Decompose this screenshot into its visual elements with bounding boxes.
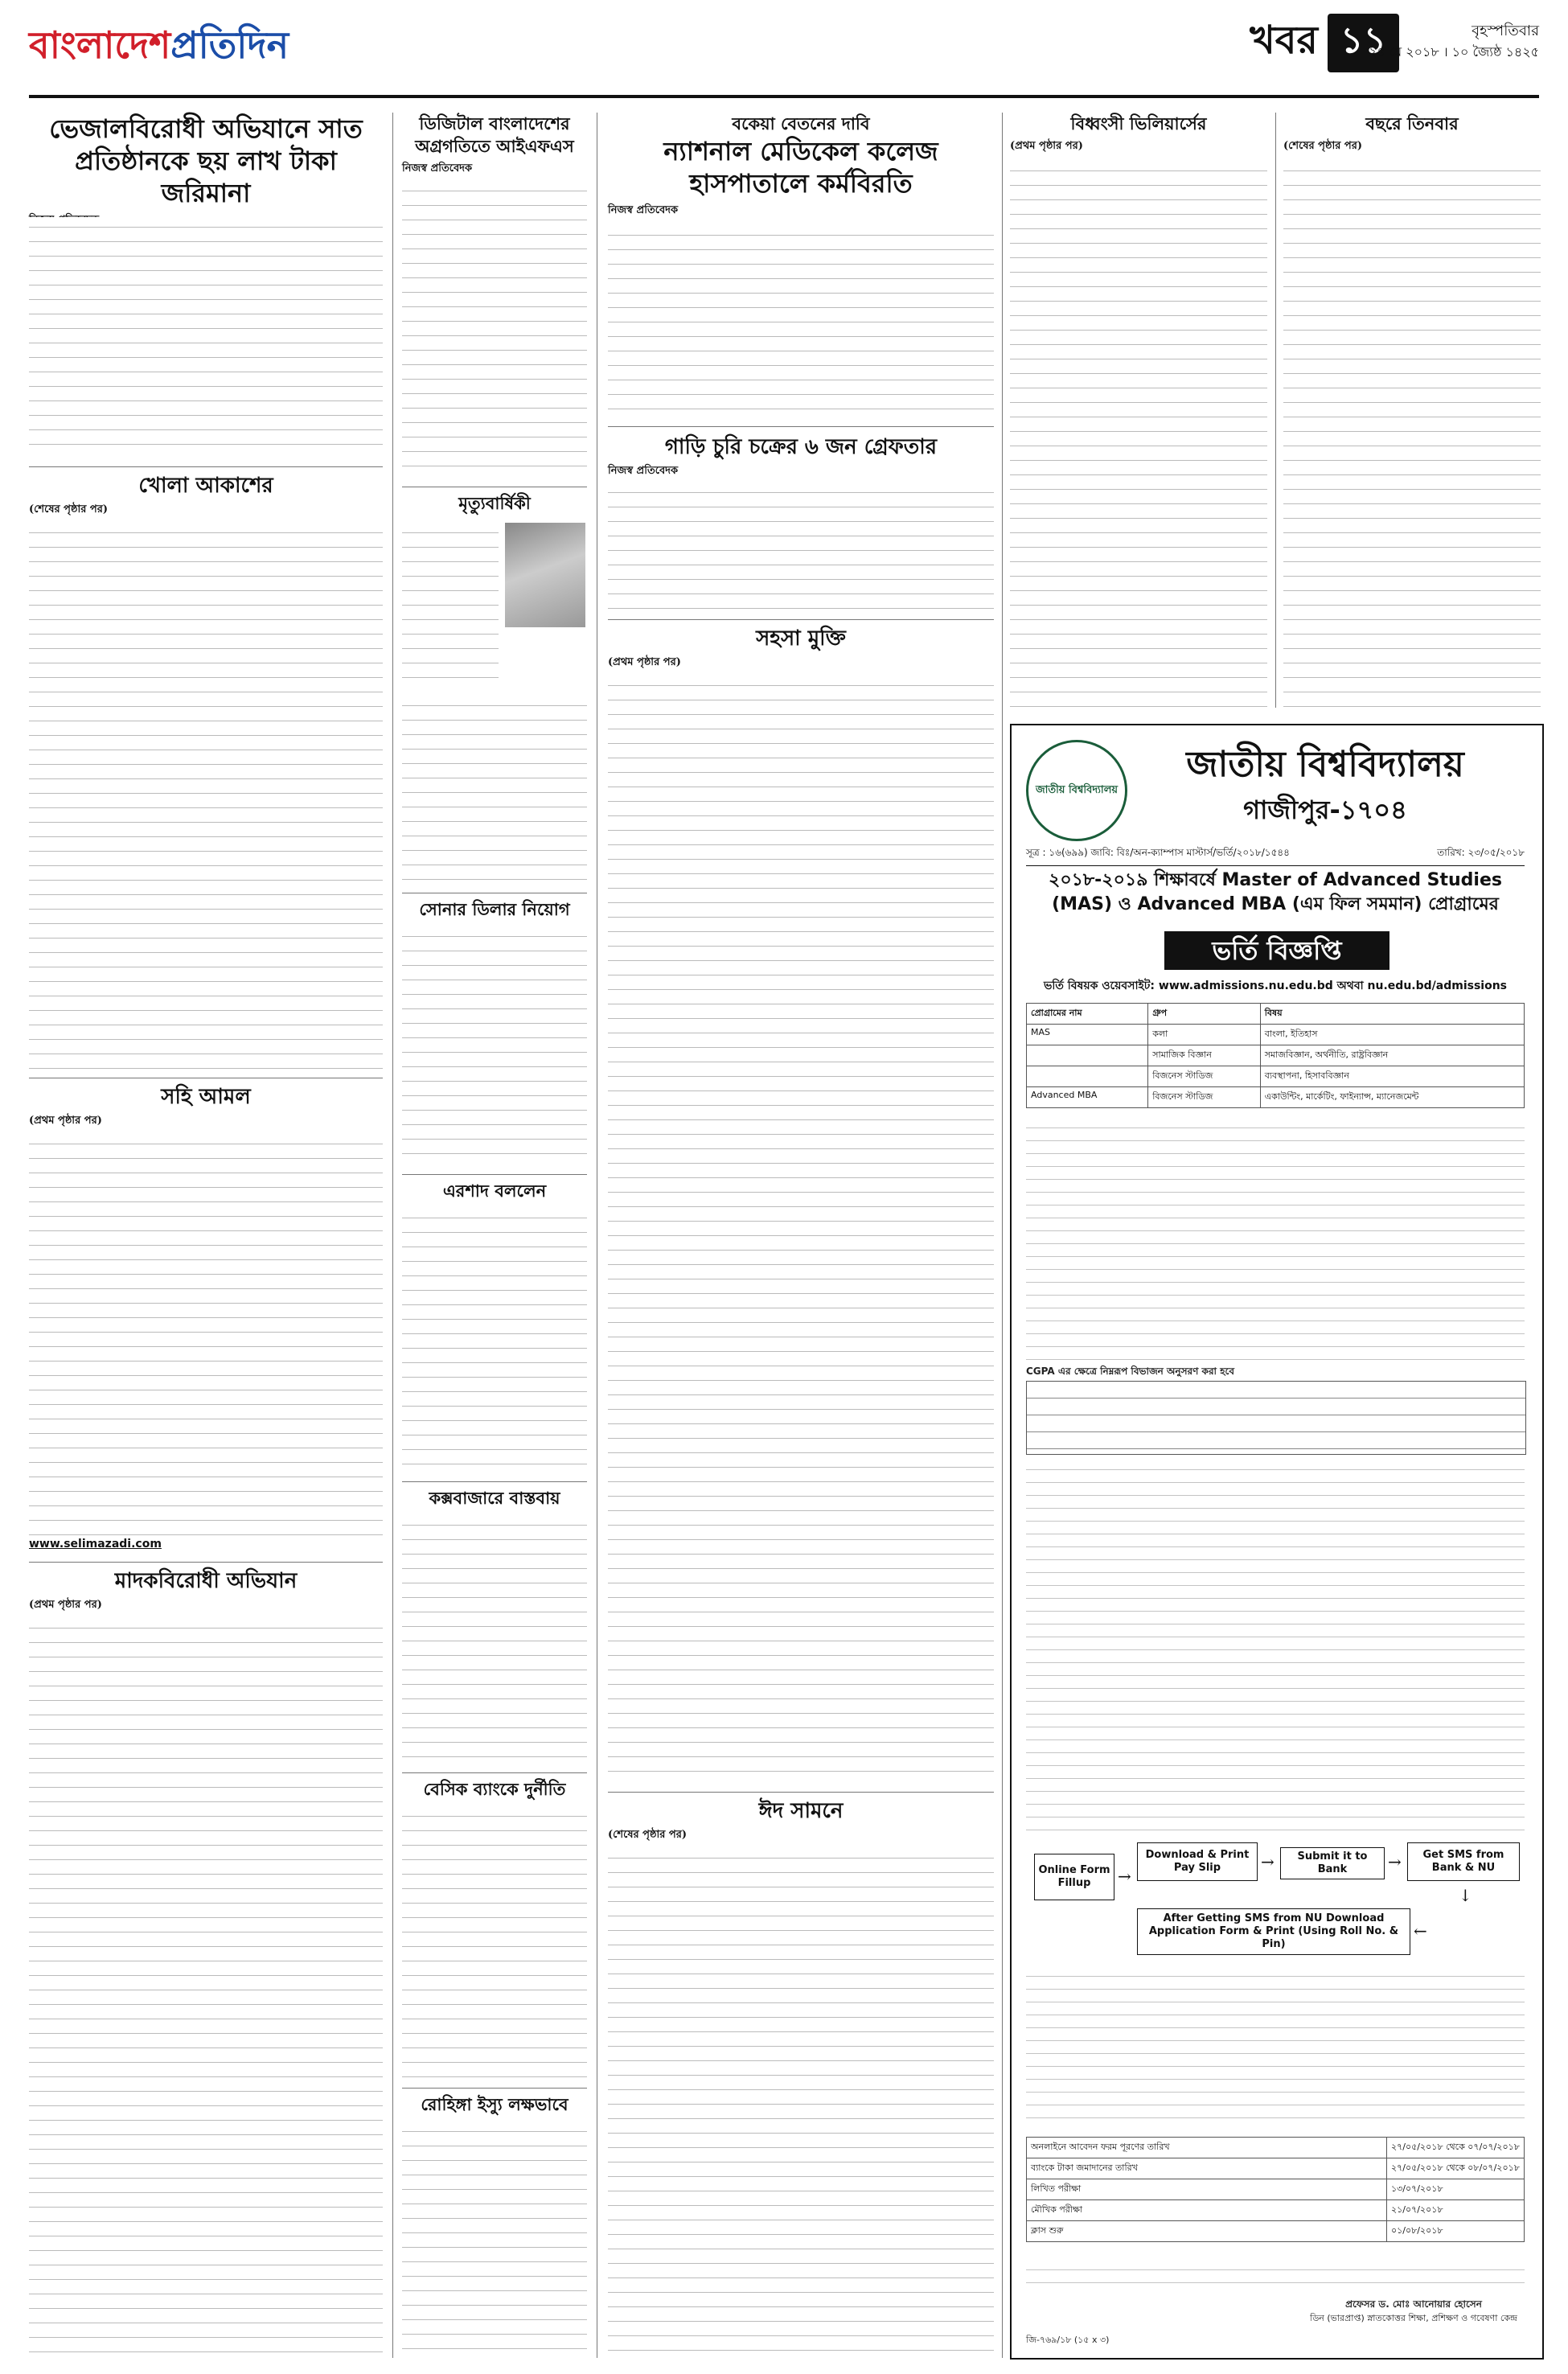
admission-notice-banner: ভর্তি বিজ্ঞপ্তি <box>1164 931 1389 970</box>
cgpa-note: CGPA এর ক্ষেত্রে নিম্নরূপ বিভাজন অনুসরণ করা হবে <box>1026 1366 1235 1377</box>
story-villiers <box>1010 113 1267 160</box>
schedule-row <box>1027 2179 1525 2200</box>
story-byline: নিজস্ব প্রতিবেদক <box>402 162 473 175</box>
subject-cell-program: Advanced MBA <box>1027 1087 1148 1108</box>
text-lines <box>402 926 587 1168</box>
divider <box>402 2088 587 2089</box>
story-sahi-amal <box>29 1084 383 1135</box>
text-lines <box>608 225 994 418</box>
text-lines <box>29 217 383 458</box>
story-title: ডিজিটাল বাংলাদেশের অগ্রগতিতে আইএফএস <box>415 114 574 156</box>
schedule-row <box>1027 2200 1525 2221</box>
story-byline: নিজস্ব প্রতিবেদক <box>608 204 679 216</box>
subject-row <box>1027 1025 1525 1045</box>
national-university-ad <box>1010 724 1544 2360</box>
divider <box>608 1792 994 1793</box>
schedule-date: ২১/০৭/২০১৮ <box>1387 2200 1525 2221</box>
text-lines <box>608 676 994 1785</box>
story-adulteration-body <box>29 217 383 458</box>
text-lines <box>29 1134 383 1536</box>
ad-text-lines <box>1026 2261 1525 2294</box>
schedule-row <box>1027 2138 1525 2158</box>
story-title: ঈদ সামনে <box>758 1799 844 1823</box>
ad-text-lines <box>1026 1119 1525 1361</box>
story-byline: (শেষের পৃষ্ঠার পর) <box>608 1829 688 1841</box>
arrow-right-icon: → <box>1388 1852 1402 1871</box>
story-byline: (প্রথম পৃষ্ঠার পর) <box>29 1599 102 1611</box>
obituary-title: মৃত্যুবার্ষিকী <box>458 494 531 513</box>
divider <box>402 1174 587 1175</box>
text-lines <box>1283 161 1541 708</box>
schedule-row <box>1027 2158 1525 2179</box>
ad-subtitle: গাজীপুর-১৭০৪ <box>1243 795 1407 825</box>
page-number: ১১ <box>1328 14 1399 72</box>
story-byline: (প্রথম পৃষ্ঠার পর) <box>1010 140 1083 152</box>
issue-date: ২৪ মে ২০১৮ । ১০ জ্যৈষ্ঠ ১৪২৫ <box>1368 44 1539 60</box>
story-title: সহসা মুক্তি <box>756 626 846 651</box>
story-title: সহি আমল <box>161 1085 251 1109</box>
ad-ref-date: তারিখ: ২৩/০৫/২০১৮ <box>1437 847 1525 858</box>
subject-table-wrap <box>1026 1003 1525 1108</box>
schedule-date: ১৩/০৭/২০১৮ <box>1387 2179 1525 2200</box>
story-adulteration <box>29 113 383 234</box>
subject-cell-group: গ্রুপ <box>1148 1004 1260 1025</box>
story-title: বেসিক ব্যাংকে দুর্নীতি <box>423 1780 566 1799</box>
arrow-right-icon: → <box>1118 1867 1131 1886</box>
story-medical-college <box>608 113 994 224</box>
arrow-down-icon: ↓ <box>1459 1886 1472 1905</box>
flow-step-submit-bank: Submit it to Bank <box>1280 1847 1385 1879</box>
story-three-times <box>1283 113 1541 160</box>
divider <box>29 466 383 467</box>
divider <box>402 1481 587 1482</box>
text-lines <box>402 1806 587 2080</box>
subject-cell-program <box>1027 1066 1148 1087</box>
story-byline: (শেষের পৃষ্ঠার পর) <box>29 503 109 515</box>
newspaper-logo <box>29 18 289 79</box>
schedule-item: ক্লাস শুরু <box>1027 2221 1387 2242</box>
text-lines <box>402 2121 587 2358</box>
story-kicker: বকেয়া বেতনের দাবি <box>732 114 870 133</box>
schedule-item: অনলাইনে আবেদন ফরম পূরণের তারিখ <box>1027 2138 1387 2158</box>
story-eid <box>608 1798 994 1849</box>
subject-cell-program <box>1027 1045 1148 1066</box>
subject-cell-subject: বিষয় <box>1260 1004 1524 1025</box>
subject-row <box>1027 1045 1525 1066</box>
subject-cell-subject: ব্যবস্থাপনা, হিসাববিজ্ঞান <box>1260 1066 1524 1087</box>
column-rule <box>392 113 393 2358</box>
story-title: রোহিঙ্গা ইস্যু লক্ষভাবে <box>421 2095 569 2114</box>
story-title: খোলা আকাশের <box>138 474 273 498</box>
story-title: বছরে তিনবার <box>1365 114 1459 133</box>
text-lines <box>402 696 587 889</box>
story-byline: (প্রথম পৃষ্ঠার পর) <box>29 1115 102 1127</box>
masthead-rule <box>29 95 1539 98</box>
author-website[interactable]: www.selimazadi.com <box>29 1538 162 1550</box>
column-rule <box>1275 113 1276 708</box>
story-anti-drug <box>29 1568 383 1619</box>
text-lines <box>402 1208 587 1473</box>
ad-program: ২০১৮-২০১৯ শিক্ষাবর্ষে Master of Advanced Studies (MAS) ও Advanced MBA (এম ফিল সমমান) প্রোগ্রামের <box>1049 870 1502 914</box>
flow-step-get-sms: Get SMS from Bank & NU <box>1407 1842 1520 1881</box>
signatory-name: প্রফেসর ড. মোঃ আনোয়ার হোসেন <box>1345 2298 1482 2310</box>
dateline <box>1369 21 1539 63</box>
text-lines <box>402 181 587 478</box>
logo-part-1: বাংলাদেশ <box>29 23 171 67</box>
schedule-item: মৌখিক পরীক্ষা <box>1027 2200 1387 2221</box>
column-rule <box>1002 113 1003 2358</box>
schedule-date: ২৭/০৫/২০১৮ থেকে ০৭/০৭/২০১৮ <box>1387 2138 1525 2158</box>
divider <box>608 426 994 427</box>
subject-row <box>1027 1004 1525 1025</box>
story-title: কক্সবাজারে বাস্তবায় <box>429 1489 560 1508</box>
divider <box>402 1772 587 1773</box>
schedule-row <box>1027 2221 1525 2242</box>
story-byline: নিজস্ব প্রতিবেদক <box>608 465 679 477</box>
text-lines <box>29 1618 383 2358</box>
ad-ref: সূত্র : ১৬(৬৯৯) জাবি: বিঃ/অন-ক্যাম্পাস মাস্টার্স/ভর্তি/২০১৮/১৫৪৪ <box>1026 847 1290 858</box>
schedule-table-wrap <box>1026 2137 1525 2242</box>
text-lines <box>608 483 994 611</box>
subject-cell-group: বিজনেস স্টাডিজ <box>1148 1066 1260 1087</box>
subject-row <box>1027 1066 1525 1087</box>
subject-table <box>1026 1003 1525 1108</box>
subject-cell-group: কলা <box>1148 1025 1260 1045</box>
logo-part-2: প্রতিদিন <box>170 23 289 67</box>
application-flow <box>1026 1839 1525 1960</box>
text-lines <box>608 1848 994 2358</box>
subject-cell-group: সামাজিক বিজ্ঞান <box>1148 1045 1260 1066</box>
text-lines <box>29 523 383 1070</box>
cgpa-table <box>1026 1381 1526 1455</box>
subject-cell-group: বিজনেস স্টাডিজ <box>1148 1087 1260 1108</box>
flow-step-download-form: After Getting SMS from NU Download Application Form & Print (Using Roll No. & Pin) <box>1137 1908 1410 1955</box>
story-title: বিধ্বংসী ভিলিয়ার্সের <box>1070 114 1207 133</box>
subject-cell-program: MAS <box>1027 1025 1148 1045</box>
story-car-theft <box>608 434 994 485</box>
divider <box>29 1562 383 1563</box>
story-title: গাড়ি চুরি চক্রের ৬ জন গ্রেফতার <box>664 435 938 459</box>
flow-step-online-form: Online Form Fillup <box>1034 1854 1114 1900</box>
arrow-left-icon: ← <box>1414 1921 1427 1941</box>
ad-code: জি-৭৬৯/১৮ (১৫ x ৩) <box>1026 2335 1110 2345</box>
subject-cell-program: প্রোগ্রামের নাম <box>1027 1004 1148 1025</box>
schedule-item: লিখিত পরীক্ষা <box>1027 2179 1387 2200</box>
story-title: ন্যাশনাল মেডিকেল কলেজ হাসপাতালে কর্মবিরতি <box>663 136 938 199</box>
divider <box>608 619 994 620</box>
story-byline: (শেষের পৃষ্ঠার পর) <box>1283 140 1363 152</box>
schedule-table <box>1026 2137 1525 2242</box>
schedule-item: ব্যাংকে টাকা জমাদানের তারিখ <box>1027 2158 1387 2179</box>
ad-text-lines <box>1026 1461 1525 1831</box>
signatory-role: ডিন (ভারপ্রাপ্ত) স্নাতকোত্তর শিক্ষা, প্রশিক্ষণ ও গবেষণা কেন্দ্র <box>1310 2313 1517 2323</box>
subject-cell-subject: একাউন্টিং, মার্কেটিং, ফাইন্যান্স, ম্যানেজমেন্ট <box>1260 1087 1524 1108</box>
schedule-date: ০১/০৮/২০১৮ <box>1387 2221 1525 2242</box>
story-byline: (প্রথম পৃষ্ঠার পর) <box>608 656 681 668</box>
ad-text-lines <box>1026 1968 1525 2129</box>
admission-website[interactable]: ভর্তি বিষয়ক ওয়েবসাইট: www.admissions.nu.edu.bd অথবা nu.edu.bd/admissions <box>1043 980 1508 992</box>
seal-text: জাতীয় বিশ্ববিদ্যালয় <box>1035 783 1119 796</box>
story-sudden-release <box>608 626 994 676</box>
story-title: মাদকবিরোধী অভিযান <box>114 1569 298 1593</box>
story-ifs <box>402 113 587 183</box>
subject-cell-subject: সমাজবিজ্ঞান, অর্থনীতি, রাষ্ট্রবিজ্ঞান <box>1260 1045 1524 1066</box>
schedule-date: ২৭/০৫/২০১৮ থেকে ০৮/০৭/২০১৮ <box>1387 2158 1525 2179</box>
flow-step-pay-slip: Download & Print Pay Slip <box>1137 1842 1258 1881</box>
subject-cell-subject: বাংলা, ইতিহাস <box>1260 1025 1524 1045</box>
obituary-portrait <box>505 523 585 627</box>
story-open-sky <box>29 473 383 524</box>
arrow-right-icon: → <box>1261 1852 1275 1871</box>
ad-title: জাতীয় বিশ্ববিদ্যালয় <box>1186 744 1464 785</box>
text-lines <box>402 1515 587 1764</box>
story-title: এরশাদ বললেন <box>442 1181 547 1201</box>
ad-reference-line <box>1026 846 1525 866</box>
text-lines <box>402 523 499 692</box>
university-seal <box>1026 740 1127 841</box>
issue-day: বৃহস্পতিবার <box>1472 23 1539 39</box>
section-name: খবর <box>1250 17 1318 63</box>
story-title: ভেজালবিরোধী অভিযানে সাত প্রতিষ্ঠানকে ছয় লাখ টাকা জরিমানা <box>49 113 363 208</box>
text-lines <box>1010 161 1267 708</box>
story-title: সোনার ডিলার নিয়োগ <box>419 900 570 919</box>
subject-row <box>1027 1087 1525 1108</box>
